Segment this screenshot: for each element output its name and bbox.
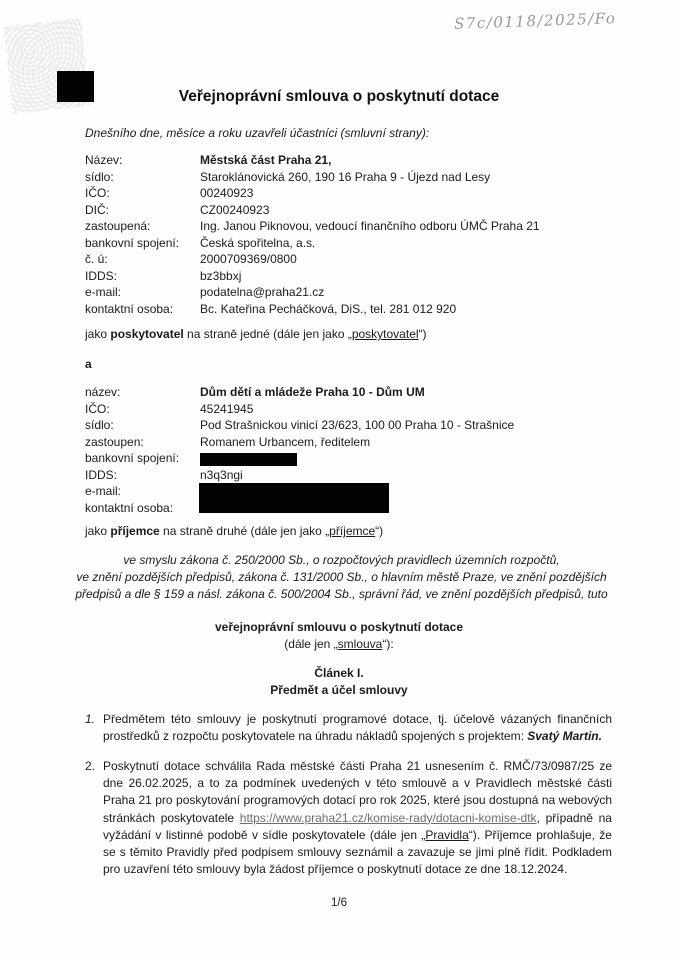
field-label: sídlo: [85,418,114,432]
contract-name: veřejnoprávní smlouvu o poskytnutí dotace [214,620,464,634]
conjunction-a: a [85,357,92,371]
role-text: na straně jedné (dále jen jako „ [183,327,352,341]
redaction-bar [200,453,297,466]
field-value: Pod Strašnickou vinicí 23/623, 100 00 Praha 10 - Strašnice [200,418,515,432]
handwritten-reference-number: S7c/0118/2025/Fo [453,9,617,33]
field-value: 2000709369/0800 [200,252,297,266]
field-value: Městská část Praha 21, [200,153,332,167]
field-label: e-mail: [85,484,122,498]
paragraph-number: 1. [85,712,96,726]
field-label: bankovní spojení: [85,451,180,465]
field-value: Staroklánovická 260, 190 16 Praha 9 - Újezd nad Lesy [200,169,491,184]
article-subheading: Předmět a účel smlouvy [270,683,408,697]
field-label: Název: [85,153,123,167]
provider-details-block [85,152,615,317]
field-value: Dům dětí a mládeže Praha 10 - Dům UM [200,385,425,399]
field-label: e-mail: [85,285,122,299]
role-term: poskytovatel [110,327,184,341]
detail-row [85,417,615,434]
field-label: název: [85,385,121,399]
detail-row [85,235,615,252]
field-label: sídlo: [85,169,114,184]
alias-text: “): [382,637,394,651]
field-label: č. ú: [85,252,108,266]
field-value: podatelna@praha21.cz [200,285,325,299]
field-value: Romanem Urbancem, ředitelem [200,434,371,449]
paragraph-1 [85,711,612,745]
provider-role-line [85,327,427,341]
detail-row [85,218,615,235]
detail-row [85,284,615,301]
field-value [200,450,615,467]
field-label: zastoupená: [85,219,151,233]
paragraph-number: 2. [85,759,96,773]
legal-clause-line: ve smyslu zákona č. 250/2000 Sb., o rozpočtových pravidlech územních rozpočtů, [123,553,560,567]
paragraph-2 [85,758,612,878]
detail-row [85,384,615,401]
project-name: Svatý Martin. [527,729,602,744]
field-value: bz3bbxj [200,268,242,283]
detail-row [85,268,615,285]
field-label: IDDS: [85,467,118,482]
field-label: DIČ: [85,202,109,217]
detail-row [85,401,615,418]
field-label: zastoupen: [85,434,144,449]
field-label: IDDS: [85,268,118,283]
quoted-term-pravidla: Pravidla [425,827,469,842]
role-quoted-term: příjemce [329,524,376,538]
role-text: jako [85,524,111,538]
paragraph-segment: Předmětem této smlouvy je poskytnutí programové dotace, tj. účelově vázaných finančních prostředků z rozpočtu poskytovatele na úhradu nákladů spojených s projektem: [103,712,612,744]
redaction-bar-large [199,483,389,513]
intro-line: Dnešního dne, měsíce a roku uzavřeli účastníci (smluvní strany): [85,126,430,140]
legal-clause-line: ve znění pozdějších předpisů, zákona č. 131/2000 Sb., o hlavním městě Praze, ve znění pozdějších [76,570,607,584]
detail-row [85,202,615,219]
field-value: Ing. Janou Piknovou, vedoucí finančního odboru ÚMČ Praha 21 [200,219,540,233]
detail-row [85,434,615,451]
legal-clause-line: předpisů a dle § 159 a násl. zákona č. 500/2004 Sb., správní řád, ve znění pozdějších předpisů, tuto [75,587,608,601]
role-text: jako [85,327,111,341]
detail-row [85,185,615,202]
field-label: kontaktní osoba: [85,500,174,515]
role-text: “) [418,327,427,341]
field-value: n3q3ngi [200,467,243,482]
field-value: Bc. Kateřina Pecháčková, DiS., tel. 281 012 920 [200,301,457,316]
paragraph-text [103,758,612,878]
contract-alias [0,637,678,651]
paragraph-segment: , případně na vyžádání v listinné podobě v sídle poskytovatele (dále jen „ [103,810,612,842]
recipient-role-line [85,524,383,538]
detail-row [85,169,615,186]
field-label: IČO: [85,401,110,416]
field-value: 00240923 [200,186,254,200]
legal-clause [60,552,623,603]
alias-text: (dále jen „ [284,637,338,651]
recipient-details-block [85,384,615,516]
field-value: 45241945 [200,401,254,416]
field-label: bankovní spojení: [85,235,180,250]
detail-row [85,301,615,318]
alias-term: smlouva [337,637,383,651]
detail-row [85,450,615,467]
document-title: Veřejnoprávní smlouva o poskytnutí dotace [178,88,500,105]
role-text: na straně druhé (dále jen jako „ [159,524,330,538]
field-label: IČO: [85,186,110,200]
field-value: CZ00240923 [200,202,270,217]
field-label: kontaktní osoba: [85,301,174,316]
paragraph-segment: “). Příjemce prohlašuje, že se s těmito Pravidly před podpisem smlouvy seznámil a zavazuje se jimi plně řídit. Podkladem pro uzavření této smlouvy byla žádost příjemce o poskytnutí dotace ze dne 18.12.2024. [103,827,612,877]
detail-row [85,251,615,268]
role-quoted-term: poskytovatel [351,327,419,341]
paragraph-text [103,711,612,745]
field-value: Česká spořitelna, a.s. [200,235,316,250]
detail-row [85,467,615,484]
article-heading: Článek I. [314,666,364,680]
paragraph-segment: Poskytnutí dotace schválila Rada městské části Praha 21 usnesením č. RMČ/73/0987/25 ze dne 26.02.2025, a to za podmínek uvedených v této smlouvě a v Pravidlech městské části Praha 21 pro poskytování programových dotací pro rok 2025, které jsou dostupná na webových stránkách poskytovatele [103,759,612,825]
role-term: příjemce [110,524,160,538]
page-number: 1/6 [331,897,347,909]
role-text: “) [375,524,384,538]
detail-row [85,152,615,169]
provider-website-link[interactable]: https://www.praha21.cz/komise-rady/dotacni-komise-dtk [239,810,537,825]
